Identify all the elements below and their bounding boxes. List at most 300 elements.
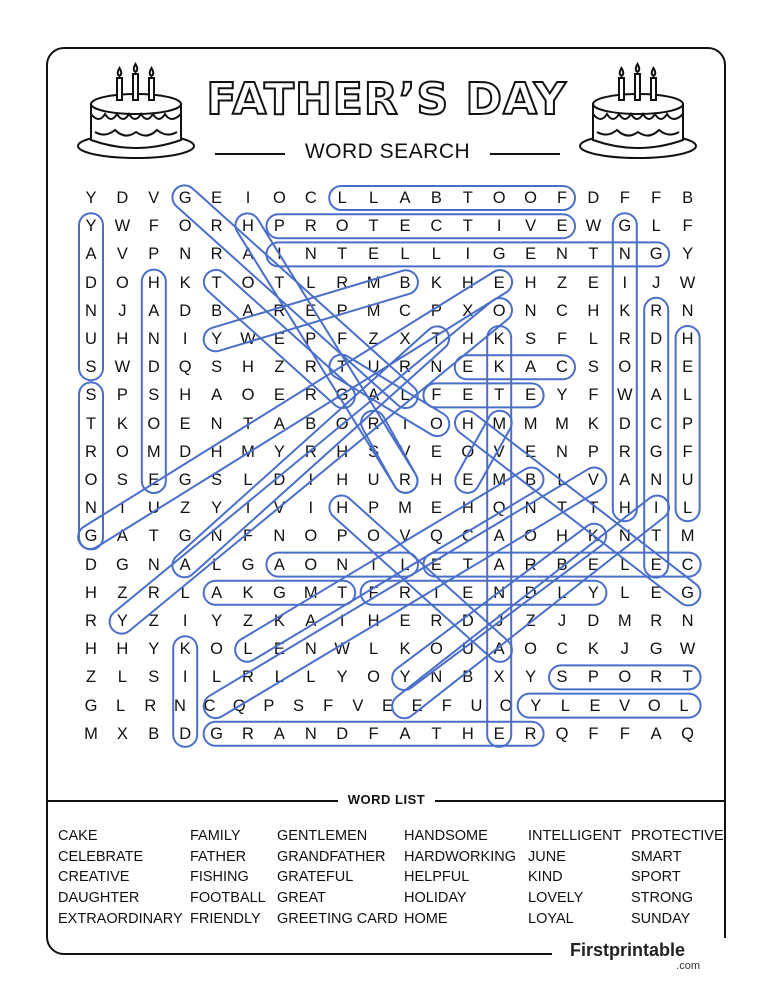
grid-letter: K (242, 583, 254, 602)
grid-letter: B (682, 189, 694, 207)
grid-letter: R (336, 273, 349, 292)
grid-letter: V (399, 527, 411, 546)
grid-letter: A (242, 245, 254, 264)
grid-letter: T (242, 414, 254, 433)
grid-letter: Q (555, 724, 569, 743)
word-list-item: GREETING CARD (277, 910, 398, 927)
grid-letter: E (650, 555, 662, 574)
word-list-column (631, 826, 724, 930)
word-list-item: KIND (528, 869, 563, 886)
grid-letter: D (116, 189, 129, 207)
grid-letter: S (148, 386, 160, 405)
grid-letter: V (587, 471, 599, 489)
grid-letter: A (525, 358, 537, 377)
grid-letter: G (681, 583, 695, 602)
grid-letter: A (399, 189, 411, 207)
grid-letter: W (240, 330, 256, 348)
grid-letter: Z (525, 612, 536, 630)
word-list-item: HARDWORKING (404, 848, 516, 865)
grid-letter: Y (525, 668, 537, 687)
grid-letter: Y (556, 386, 568, 405)
grid-letter: O (84, 471, 98, 489)
grid-letter: V (148, 189, 160, 207)
grid-letter: R (304, 358, 317, 377)
grid-letter: S (556, 668, 568, 687)
grid-letter: A (116, 527, 128, 546)
grid-letter: L (116, 696, 126, 715)
grid-letter: N (336, 555, 349, 574)
grid-letter: M (398, 499, 412, 518)
grid-letter: G (84, 696, 98, 715)
grid-letter: H (116, 640, 129, 659)
grid-letter: E (462, 583, 474, 602)
grid-letter: I (182, 612, 188, 630)
word-list-item: GRANDFATHER (277, 848, 386, 865)
grid-letter: Q (681, 724, 695, 743)
grid-letter: N (85, 301, 97, 320)
grid-letter: M (492, 471, 507, 489)
grid-letter: E (462, 471, 474, 489)
grid-letter: E (399, 612, 411, 630)
grid-letter: O (461, 442, 475, 461)
grid-letter: R (304, 217, 317, 236)
grid-letter: W (679, 273, 696, 292)
grid-letter: L (431, 245, 441, 264)
word-list-item: INTELLIGENT (528, 828, 622, 844)
grid-letter: G (84, 527, 98, 546)
grid-letter: H (179, 386, 192, 405)
grid-letter: B (462, 668, 474, 687)
grid-letter: E (650, 583, 662, 602)
grid-letter: T (682, 668, 693, 687)
grid-letter: P (336, 301, 348, 320)
grid-letter: G (649, 442, 663, 461)
grid-letter: A (650, 724, 662, 743)
grid-letter: M (555, 414, 569, 433)
grid-letter: A (493, 555, 505, 574)
grid-letter: I (245, 189, 251, 207)
grid-letter: L (683, 386, 693, 405)
grid-letter: D (85, 555, 97, 574)
grid-letter: R (242, 724, 254, 743)
grid-letter: L (651, 217, 661, 236)
grid-letter: G (272, 583, 286, 602)
grid-letter: H (461, 414, 474, 433)
grid-letter: O (335, 414, 349, 433)
grid-letter: Y (530, 696, 542, 715)
word-list-item: CREATIVE (58, 869, 130, 886)
grid-letter: E (305, 301, 317, 320)
grid-letter: I (182, 330, 188, 348)
grid-letter: F (242, 527, 254, 546)
grid-letter: C (556, 358, 568, 377)
grid-letter: S (85, 386, 97, 405)
grid-letter: Z (556, 273, 568, 292)
grid-letter: V (399, 442, 411, 461)
grid-letter: Q (178, 358, 192, 377)
grid-letter: T (431, 724, 442, 743)
grid-letter: R (618, 330, 631, 348)
grid-letter: V (116, 245, 128, 264)
grid-letter: N (304, 245, 317, 264)
grid-letter: N (524, 301, 537, 320)
grid-letter: W (617, 386, 633, 405)
grid-letter: R (650, 358, 663, 377)
grid-letter: N (210, 527, 223, 546)
grid-letter: N (210, 414, 223, 433)
grid-letter: D (461, 612, 474, 630)
grid-letter: C (556, 301, 568, 320)
grid-letter: H (336, 442, 349, 461)
word-list-item: FOOTBALL (190, 890, 266, 907)
grid-letter: F (682, 217, 693, 236)
grid-letter: M (146, 442, 161, 461)
grid-letter: O (335, 217, 349, 236)
grid-letter: O (499, 696, 513, 715)
grid-letter: F (619, 724, 630, 743)
grid-letter: T (85, 414, 97, 433)
grid-letter: U (461, 640, 474, 659)
grid-letter: X (462, 301, 474, 320)
grid-letter: M (617, 612, 632, 630)
grid-letter: O (241, 273, 255, 292)
grid-letter: A (211, 386, 223, 405)
grid-letter: H (430, 471, 443, 489)
word-list-heading: WORD LIST (338, 792, 435, 807)
word-list-heading-row (0, 791, 773, 809)
grid-letter: K (493, 330, 505, 348)
grid-letter: X (399, 330, 411, 348)
grid-letter: Q (232, 696, 246, 715)
grid-letter: S (148, 668, 160, 687)
grid-letter: E (682, 358, 694, 377)
grid-letter: I (308, 471, 314, 489)
grid-letter: T (337, 358, 348, 377)
grid-letter: E (273, 386, 285, 405)
grid-letter: E (430, 442, 442, 461)
grid-letter: Y (399, 668, 411, 687)
grid-letter: I (622, 273, 628, 292)
grid-letter: R (210, 217, 223, 236)
grid-letter: H (367, 612, 380, 630)
grid-letter: R (85, 612, 97, 630)
grid-letter: A (273, 724, 285, 743)
grid-letter: A (368, 386, 380, 405)
grid-letter: L (560, 696, 570, 715)
grid-letter: J (495, 612, 504, 630)
grid-letter: E (430, 555, 442, 574)
grid-letter: F (368, 724, 379, 743)
grid-letter: S (116, 471, 128, 489)
grid-letter: T (651, 527, 662, 546)
grid-letter: D (273, 471, 286, 489)
grid-letter: K (587, 527, 599, 546)
grid-letter: H (556, 527, 568, 546)
word-list-column (58, 826, 183, 930)
word-list-item: HOME (404, 910, 448, 927)
grid-letter: O (178, 217, 192, 236)
grid-letter: Y (211, 612, 223, 630)
grid-letter: Y (336, 668, 348, 687)
grid-letter: Y (273, 442, 285, 461)
grid-letter: M (366, 273, 381, 292)
grid-letter: L (683, 499, 693, 518)
grid-letter: S (293, 696, 305, 715)
grid-letter: E (493, 724, 505, 743)
grid-letter: Y (211, 499, 223, 518)
grid-letter: A (242, 301, 254, 320)
grid-letter: M (241, 442, 255, 461)
grid-letter: L (679, 696, 689, 715)
grid-letter: A (305, 612, 317, 630)
grid-letter: A (148, 301, 160, 320)
grid-letter: X (493, 668, 505, 687)
grid-letter: I (120, 499, 125, 518)
grid-letter: F (619, 189, 630, 207)
grid-letter: R (399, 583, 411, 602)
word-list-item: JUNE (528, 848, 566, 865)
page-title: FATHER’S DAY (206, 74, 567, 125)
grid-letter: D (147, 358, 160, 377)
grid-letter: I (371, 555, 376, 574)
grid-letter: K (399, 640, 411, 659)
word-list-item: HANDSOME (404, 828, 488, 844)
grid-letter: A (493, 640, 505, 659)
grid-letter: T (588, 499, 599, 518)
grid-letter: L (306, 273, 316, 292)
grid-letter: G (241, 555, 255, 574)
grid-letter: N (273, 527, 286, 546)
grid-letter: N (493, 583, 506, 602)
grid-letter: P (336, 527, 348, 546)
brand-logo (552, 938, 726, 974)
grid-letter: F (682, 442, 693, 461)
grid-letter: B (556, 555, 568, 574)
brand-suffix: .com (676, 960, 700, 972)
grid-letter: T (462, 555, 473, 574)
grid-letter: B (399, 273, 411, 292)
grid-letter: R (304, 386, 317, 405)
grid-letter: P (587, 442, 599, 461)
grid-letter: E (381, 696, 393, 715)
grid-letter: R (399, 471, 411, 489)
word-list-column (277, 826, 398, 930)
grid-letter: U (470, 696, 483, 715)
grid-letter: L (400, 245, 410, 264)
grid-letter: E (273, 330, 285, 348)
grid-letter: O (524, 640, 538, 659)
grid-letter: O (241, 386, 255, 405)
grid-letter: R (367, 414, 380, 433)
grid-letter: T (431, 330, 442, 348)
grid-letter: E (587, 273, 599, 292)
grid-letter: T (368, 217, 379, 236)
grid-letter: U (367, 358, 380, 377)
word-list-item: FATHER (190, 848, 247, 865)
grid-letter: Y (116, 612, 128, 630)
grid-letter: N (147, 555, 160, 574)
grid-letter: R (210, 245, 223, 264)
grid-letter: O (210, 640, 224, 659)
grid-letter: R (147, 583, 160, 602)
grid-letter: N (179, 245, 192, 264)
grid-letter: I (496, 217, 502, 236)
grid-letter: M (680, 527, 695, 546)
grid-letter: R (399, 358, 411, 377)
grid-letter: W (114, 358, 131, 377)
grid-letter: A (273, 555, 285, 574)
grid-letter: L (243, 640, 253, 659)
grid-letter: O (492, 189, 506, 207)
grid-letter: T (274, 273, 285, 292)
grid-letter: F (651, 189, 662, 207)
grid-letter: H (336, 499, 349, 518)
grid-letter: Z (117, 583, 128, 602)
grid-letter: H (85, 640, 97, 659)
page-subtitle: WORD SEARCH (304, 140, 471, 163)
grid-letter: J (118, 301, 127, 320)
grid-letter: I (308, 499, 314, 518)
grid-letter: K (179, 640, 191, 659)
grid-letter: L (243, 471, 253, 489)
grid-letter: O (304, 527, 318, 546)
grid-letter: C (556, 640, 568, 659)
grid-letter: L (557, 583, 567, 602)
grid-letter: O (367, 668, 381, 687)
word-list-item: LOVELY (528, 890, 584, 907)
grid-letter: O (272, 189, 286, 207)
grid-letter: T (494, 386, 505, 405)
grid-letter: P (368, 499, 380, 518)
grid-letter: A (85, 245, 97, 264)
grid-letter: O (304, 555, 318, 574)
grid-letter: O (429, 640, 443, 659)
grid-letter: I (182, 668, 188, 687)
grid-letter: Y (85, 217, 97, 236)
grid-letter: O (367, 527, 381, 546)
grid-letter: K (587, 414, 599, 433)
grid-letter: C (203, 696, 216, 715)
grid-letter: F (148, 217, 159, 236)
grid-letter: F (323, 696, 334, 715)
grid-letter: T (211, 273, 222, 292)
grid-letter: H (242, 217, 254, 236)
grid-letter: O (115, 273, 129, 292)
grid-letter: E (179, 414, 191, 433)
grid-letter: E (525, 442, 537, 461)
word-list-item: PROTECTIVE (631, 828, 724, 844)
word-list-item: HELPFUL (404, 869, 470, 886)
grid-letter: L (557, 471, 567, 489)
grid-letter: E (399, 217, 411, 236)
grid-letter: C (461, 527, 474, 546)
grid-letter: O (492, 301, 506, 320)
grid-letter: S (368, 442, 380, 461)
grid-letter: L (400, 555, 410, 574)
grid-letter: D (85, 273, 97, 292)
grid-letter: P (305, 330, 317, 348)
grid-letter: E (556, 217, 568, 236)
word-list-item: EXTRAORDINARY (58, 910, 183, 927)
grid-letter: K (430, 273, 442, 292)
brand-name: Firstprintable (570, 940, 686, 960)
grid-letter: O (524, 189, 538, 207)
grid-letter: H (618, 499, 631, 518)
grid-letter: C (304, 189, 317, 207)
grid-letter: N (430, 358, 443, 377)
grid-letter: Z (180, 499, 191, 518)
grid-letter: I (402, 414, 408, 433)
grid-letter: D (179, 301, 192, 320)
grid-letter: P (263, 696, 275, 715)
grid-letter: Z (148, 612, 159, 630)
grid-letter: N (304, 640, 317, 659)
grid-letter: I (277, 245, 282, 264)
grid-letter: F (556, 330, 568, 348)
grid-letter: N (85, 499, 97, 518)
grid-letter: H (461, 724, 474, 743)
grid-letter: M (366, 301, 381, 320)
grid-letter: P (587, 668, 599, 687)
grid-letter: N (173, 696, 186, 715)
grid-letter: H (461, 330, 474, 348)
grid-letter: I (245, 499, 251, 518)
grid-letter: Z (242, 612, 254, 630)
grid-letter: K (619, 301, 631, 320)
grid-letter: I (653, 499, 659, 518)
word-list-item: GENTLEMEN (277, 828, 368, 844)
grid-letter: R (650, 668, 663, 687)
grid-letter: T (337, 583, 348, 602)
grid-letter: L (274, 668, 284, 687)
grid-letter: L (306, 668, 316, 687)
grid-letter: K (587, 640, 599, 659)
word-list-item: SUNDAY (631, 910, 691, 927)
grid-letter: Y (211, 330, 223, 348)
grid-letter: P (148, 245, 160, 264)
grid-letter: N (556, 245, 568, 264)
grid-letter: L (620, 555, 630, 574)
grid-letter: G (492, 245, 506, 264)
grid-letter: H (587, 301, 600, 320)
grid-letter: D (618, 414, 631, 433)
grid-letter: J (557, 612, 567, 630)
grid-letter: D (179, 724, 192, 743)
grid-letter: E (525, 245, 537, 264)
grid-letter: F (431, 386, 442, 405)
grid-letter: L (369, 189, 379, 207)
grid-letter: F (368, 583, 379, 602)
grid-letter: P (682, 414, 694, 433)
grid-letter: L (400, 386, 410, 405)
grid-letter: T (148, 527, 159, 546)
grid-letter: H (210, 442, 223, 461)
grid-letter: B (525, 471, 537, 489)
grid-letter: O (429, 414, 443, 433)
grid-letter: G (178, 471, 192, 489)
grid-letter: C (650, 414, 663, 433)
grid-letter: N (304, 724, 317, 743)
grid-letter: V (352, 696, 364, 715)
grid-letter: W (334, 640, 350, 659)
word-list-item: DAUGHTER (58, 890, 140, 907)
grid-letter: I (465, 245, 471, 264)
grid-letter: M (523, 414, 538, 433)
grid-letter: A (650, 386, 662, 405)
grid-letter: Q (429, 527, 443, 546)
grid-letter: Q (492, 499, 506, 518)
grid-letter: I (434, 583, 439, 602)
